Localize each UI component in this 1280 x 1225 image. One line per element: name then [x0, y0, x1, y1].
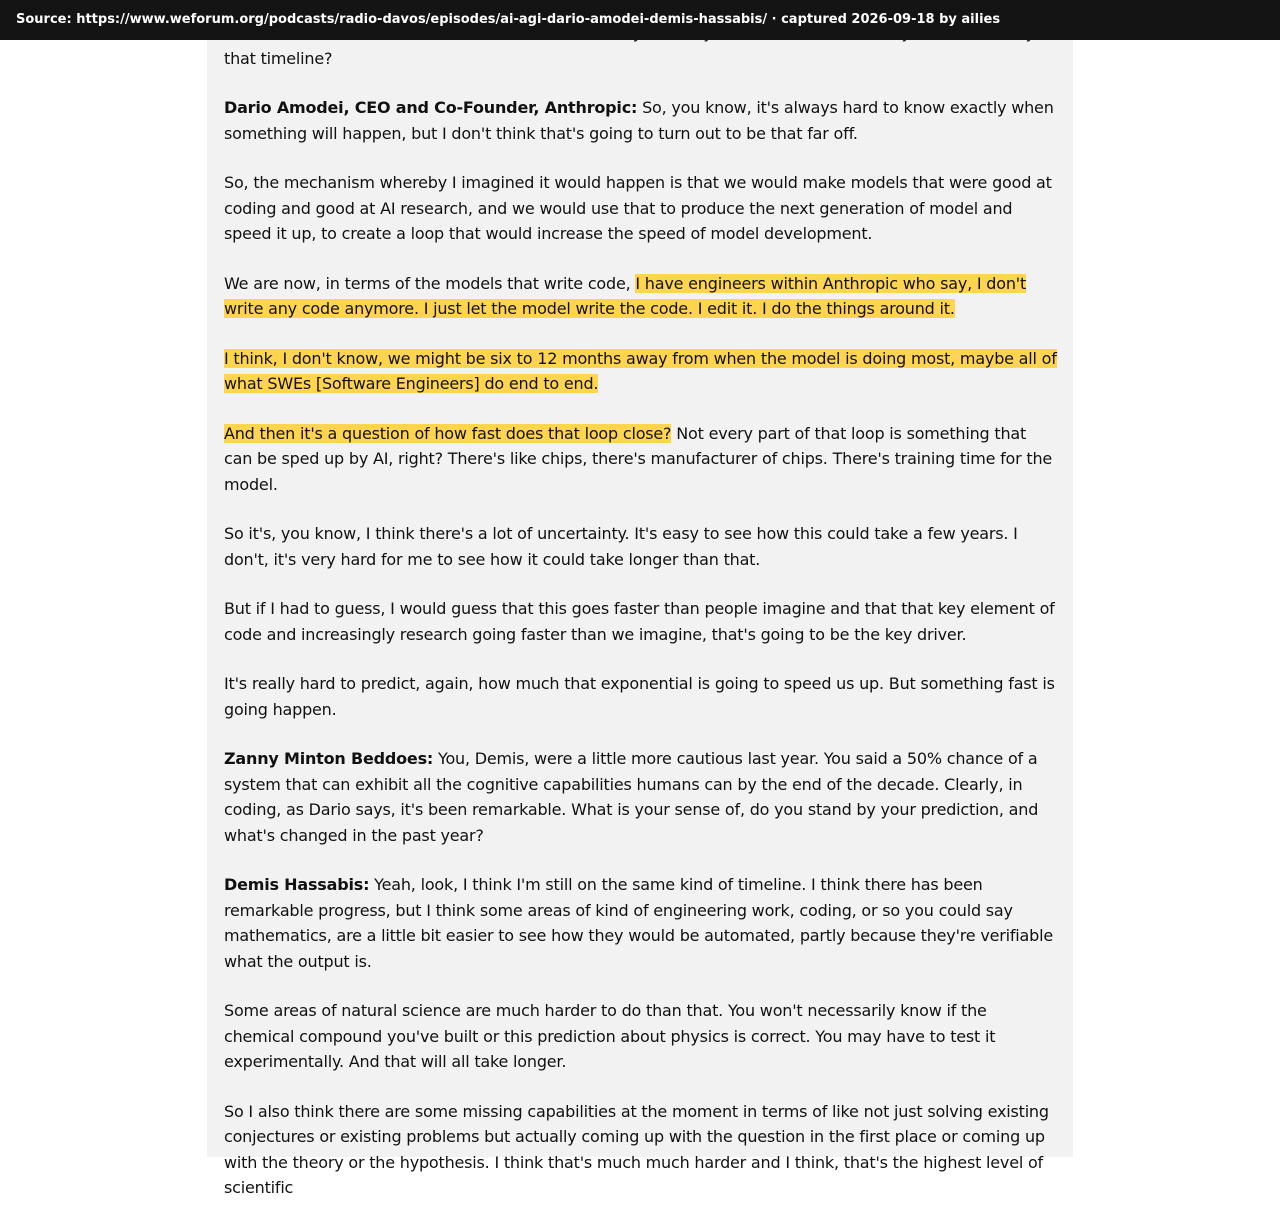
paragraph-text: So I also think there are some missing capabilities at the moment in terms of like not just solving existing conjectures or existing problems but actually coming up with the question in the first place or coming up with the theory or the hypothesis. I think that's much much harder and I think, that's the highest level of scientific [224, 1101, 1049, 1197]
paragraph-text: So it's, you know, I think there's a lot of uncertainty. It's easy to see how this could take a few years. I don't, it's very hard for me to see how it could take longer than that. [224, 524, 1018, 569]
source-caption-bar: Source: https://www.weforum.org/podcasts/radio-davos/episodes/ai-agi-dario-amodei-demis-hassabis/ · captured 2026-09-18 by ailies [0, 0, 1280, 40]
transcript-paragraph [224, 671, 1058, 722]
highlighted-text: I have engineers within Anthropic who say, I don't write any code anymore. I just let the model write the code. I edit it. I do the things around it. [224, 273, 1027, 318]
highlighted-text: I think, I don't know, we might be six to 12 months away from when the model is doing most, maybe all of what SWEs [Software Engineers] do end to end. [224, 348, 1057, 393]
paragraph-text: that timeline? [224, 48, 333, 68]
paragraph-text: Yeah, look, I think I'm still on the same kind of timeline. I think there has been remarkable progress, but I think some areas of kind of engineering work, coding, or so you could say mathematics, are a little bit easier to see how they would be automated, partly because they're verifiable what the output is. [224, 875, 1053, 971]
paragraph-text: It's really hard to predict, again, how much that exponential is going to speed us up. But something fast is going happen. [224, 674, 1055, 719]
speaker-label: Zanny Minton Beddoes: [224, 749, 434, 768]
transcript-paragraph [224, 746, 1058, 848]
speaker-label: Demis Hassabis: [224, 875, 370, 894]
transcript-paragraph [224, 1099, 1058, 1201]
transcript-paragraph [224, 170, 1058, 247]
highlighted-text: And then it's a question of how fast does that loop close? [224, 423, 672, 443]
transcript-paragraph [224, 596, 1058, 647]
paragraph-text: So, the mechanism whereby I imagined it would happen is that we would make models that were good at coding and good at AI research, and we would use that to produce the next generation of model and speed it up, to create a loop that would increase the speed of model development. [224, 173, 1052, 243]
transcript-paragraph [224, 521, 1058, 572]
paragraph-text: So, you know, it's always hard to know exactly when something will happen, but I don't think that's going to turn out to be that far off. [224, 98, 1054, 143]
transcript-body [224, 20, 1058, 1225]
transcript-article [207, 0, 1073, 1197]
transcript-paragraph [224, 346, 1058, 397]
paragraph-text: Some areas of natural science are much harder to do than that. You won't necessarily know if the chemical compound you've built or this prediction about physics is correct. You may have to test it experimentally. And that will all take longer. [224, 1001, 996, 1071]
transcript-paragraph [224, 998, 1058, 1075]
speaker-label: Dario Amodei, CEO and Co-Founder, Anthropic: [224, 98, 638, 117]
transcript-paragraph [224, 421, 1058, 498]
paragraph-text: We are now, in terms of the models that write code, [224, 273, 636, 293]
paragraph-text: But if I had to guess, I would guess that this goes faster than people imagine and that that key element of code and increasingly research going faster than we imagine, that's going to be the key driver. [224, 599, 1055, 644]
transcript-paragraph [224, 872, 1058, 974]
paragraph-text: You, Demis, were a little more cautious last year. You said a 50% chance of a system that can exhibit all the cognitive capabilities humans can by the end of the decade. Clearly, in coding, as Dario says, it's been remarkable. What is your sense of, do you stand by your prediction, and what's changed in the past year? [224, 749, 1039, 845]
transcript-paragraph [224, 95, 1058, 146]
paragraph-text: Not every part of that loop is something that can be sped up by AI, right? There's like chips, there's manufacturer of chips. There's training time for the model. [224, 423, 1053, 494]
transcript-paragraph [224, 271, 1058, 322]
